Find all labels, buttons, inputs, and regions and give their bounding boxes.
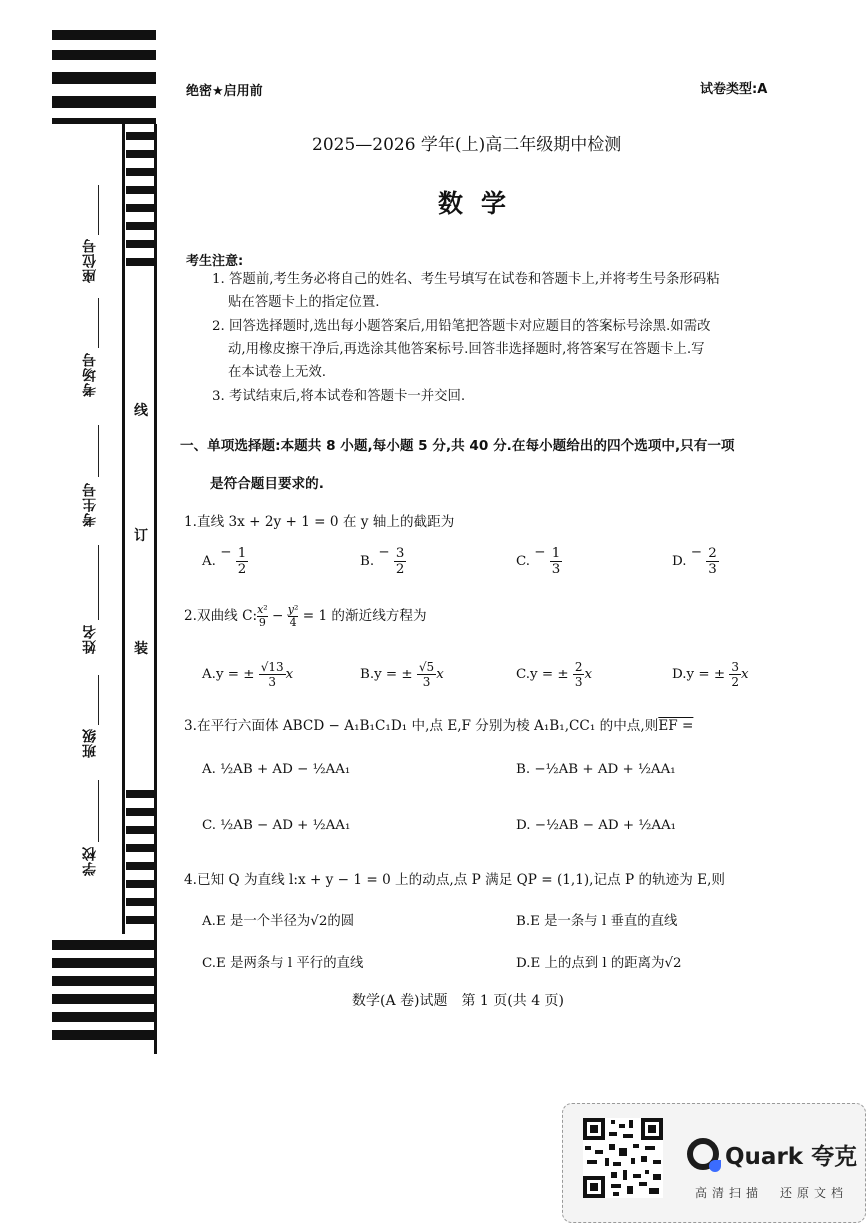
- qr-code-icon: [583, 1118, 663, 1198]
- quark-tagline: 高清扫描 还原文档: [695, 1186, 849, 1200]
- class-label: 班级: [82, 728, 98, 758]
- q3-option-d[interactable]: D. −½AB − AD + ½AA₁: [516, 818, 677, 833]
- exam-title: 2025—2026 学年(上)高二年级期中检测: [312, 135, 622, 155]
- q1-option-d[interactable]: D. − $\frac{2}{3}$: [672, 545, 717, 577]
- section-heading-line1: 一、单项选择题:本题共 8 小题,每小题 5 分,共 40 分.在每小题给出的四个选项中,只有一项: [180, 438, 735, 454]
- candidate-number-label: 考生号: [82, 482, 98, 527]
- subject-title: 数学: [438, 189, 525, 218]
- exam-room-field[interactable]: [98, 298, 99, 348]
- q2-option-c[interactable]: C.y = ± $\frac{2}{3}$ x: [516, 660, 593, 689]
- quark-watermark: [562, 1103, 866, 1223]
- q4-option-d[interactable]: D.E 上的点到 l 的距离为√2: [516, 956, 682, 971]
- binding-mark-line: 线: [134, 403, 148, 419]
- quark-brand: Quark 夸克: [725, 1144, 858, 1170]
- notice-heading: 考生注意:: [186, 254, 244, 269]
- q1-option-a[interactable]: A. − $\frac{1}{2}$: [202, 545, 247, 577]
- q3-option-a[interactable]: A. ½AB + AD − ½AA₁: [202, 762, 351, 777]
- seat-number-field[interactable]: [98, 185, 99, 235]
- q1-option-b[interactable]: B. − $\frac{3}{2}$: [360, 545, 405, 577]
- binding-mark-staple: 订: [134, 528, 148, 544]
- notice-line-4: 动,用橡皮擦干净后,再选涂其他答案标号.回答非选择题时,将答案写在答题卡上.写: [228, 342, 705, 357]
- notice-line-1: 1. 答题前,考生务必将自己的姓名、考生号填写在试卷和答题卡上,并将考生号条形码粘: [212, 272, 720, 287]
- question-3: 3.在平行六面体 ABCD − A₁B₁C₁D₁ 中,点 E,F 分别为棱 A₁B₁,CC₁ 的中点,则EF =: [184, 718, 694, 734]
- q2-option-d[interactable]: D.y = ± $\frac{3}{2}$ x: [672, 660, 749, 689]
- school-field[interactable]: [98, 780, 99, 842]
- question-4: 4.已知 Q 为直线 l:x + y − 1 = 0 上的动点,点 P 满足 QP = (1,1),记点 P 的轨迹为 E,则: [184, 872, 726, 888]
- seat-number-label: 座位号: [82, 238, 98, 283]
- notice-line-3: 2. 回答选择题时,选出每小题答案后,用铅笔把答题卡对应题目的答案标号涂黑.如需改: [212, 319, 711, 334]
- q3-option-b[interactable]: B. −½AB + AD + ½AA₁: [516, 762, 676, 777]
- q4-option-c[interactable]: C.E 是两条与 l 平行的直线: [202, 956, 364, 971]
- notice-line-6: 3. 考试结束后,将本试卷和答题卡一并交回.: [212, 389, 466, 404]
- page-footer: 数学(A 卷)试题 第 1 页(共 4 页): [352, 993, 565, 1009]
- binding-mark-bind: 装: [134, 641, 148, 657]
- school-label: 学校: [82, 846, 98, 876]
- question-1: 1.直线 3x + 2y + 1 = 0 在 y 轴上的截距为: [184, 514, 455, 530]
- section-heading-line2: 是符合题目要求的.: [210, 476, 324, 492]
- q3-option-c[interactable]: C. ½AB − AD + ½AA₁: [202, 818, 351, 833]
- name-field[interactable]: [98, 545, 99, 620]
- notice-line-2: 贴在答题卡上的指定位置.: [228, 295, 380, 310]
- class-field[interactable]: [98, 675, 99, 725]
- q1-option-c[interactable]: C. − $\frac{1}{3}$: [516, 545, 561, 577]
- exam-room-label: 考场号: [82, 352, 98, 397]
- q4-option-a[interactable]: A.E 是一个半径为√2的圆: [202, 914, 355, 929]
- q2-option-b[interactable]: B.y = ± $\frac{√5}{3}$ x: [360, 660, 444, 689]
- notice-line-5: 在本试卷上无效.: [228, 365, 326, 380]
- candidate-number-field[interactable]: [98, 425, 99, 477]
- q2-option-a[interactable]: A.y = ± $\frac{√13}{3}$ x: [202, 660, 294, 689]
- q4-option-b[interactable]: B.E 是一条与 l 垂直的直线: [516, 914, 678, 929]
- secret-label: 绝密★启用前: [186, 84, 263, 99]
- name-label: 姓名: [82, 624, 98, 654]
- question-2: 2.双曲线 C: $\frac{\text{x²}}{9}$ − $\frac{\text{y²}}{4}$ = 1 的渐近线方程为: [184, 603, 427, 629]
- quark-logo-icon: [687, 1138, 719, 1170]
- paper-type-label: 试卷类型:A: [700, 82, 768, 97]
